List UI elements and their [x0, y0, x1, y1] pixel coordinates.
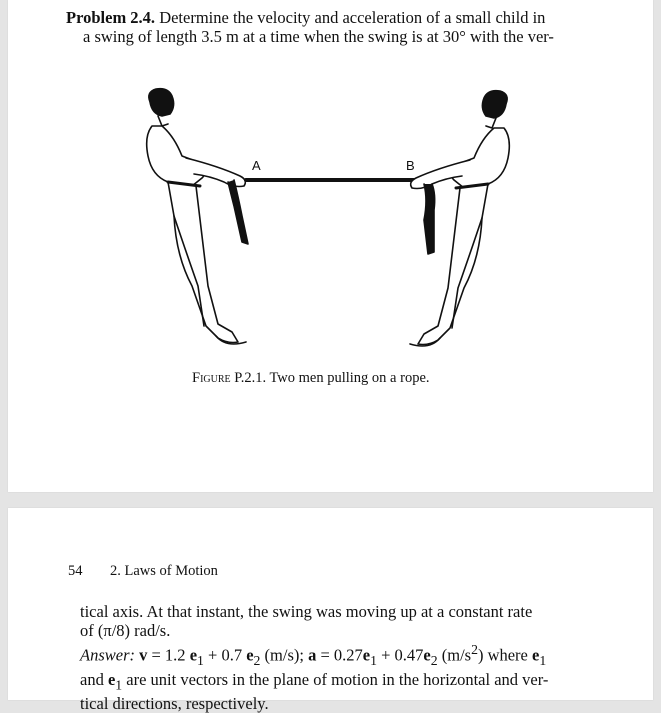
lower-page: [8, 508, 653, 713]
continuation-line-1: tical axis. At that instant, the swing was moving up at a constant rate: [80, 602, 533, 621]
problem-line-2: a swing of length 3.5 m at a time when the swing is at 30° with the ver-: [83, 27, 554, 46]
label-a: A: [252, 158, 261, 173]
left-man-illustration: [147, 89, 248, 344]
answer-line: Answer: v = 1.2 $e_1 + 0.7$ $e_2$ (m/s); $a = 0.27e_1 + 0.47e_2$ $(m/s^2)$ where $e_1$: [80, 642, 547, 668]
right-man-illustration: [410, 91, 509, 346]
answer-label: Answer:: [80, 645, 135, 665]
label-b: B: [406, 158, 415, 173]
continuation-line-4: and $e_1$ are unit vectors in the plane of motion in the horizontal and ver-: [80, 669, 549, 693]
page-number: 54: [68, 563, 83, 579]
continuation-line-2: of (π/8) rad/s.: [80, 621, 171, 640]
problem-continuation: [80, 602, 620, 713]
problem-heading: Problem 2.4.: [66, 8, 156, 27]
figure-caption: Figure P.2.1. Two men pulling on a rope.: [192, 370, 430, 386]
chapter-title: 2. Laws of Motion: [110, 563, 218, 579]
problem-statement: [66, 8, 606, 46]
figure-two-men-pulling-rope: [128, 86, 528, 356]
continuation-line-5: tical directions, respectively.: [80, 694, 269, 713]
upper-page: [8, 0, 653, 492]
problem-line-1: Problem 2.4. Determine the velocity and acceleration of a small child in: [66, 8, 546, 27]
